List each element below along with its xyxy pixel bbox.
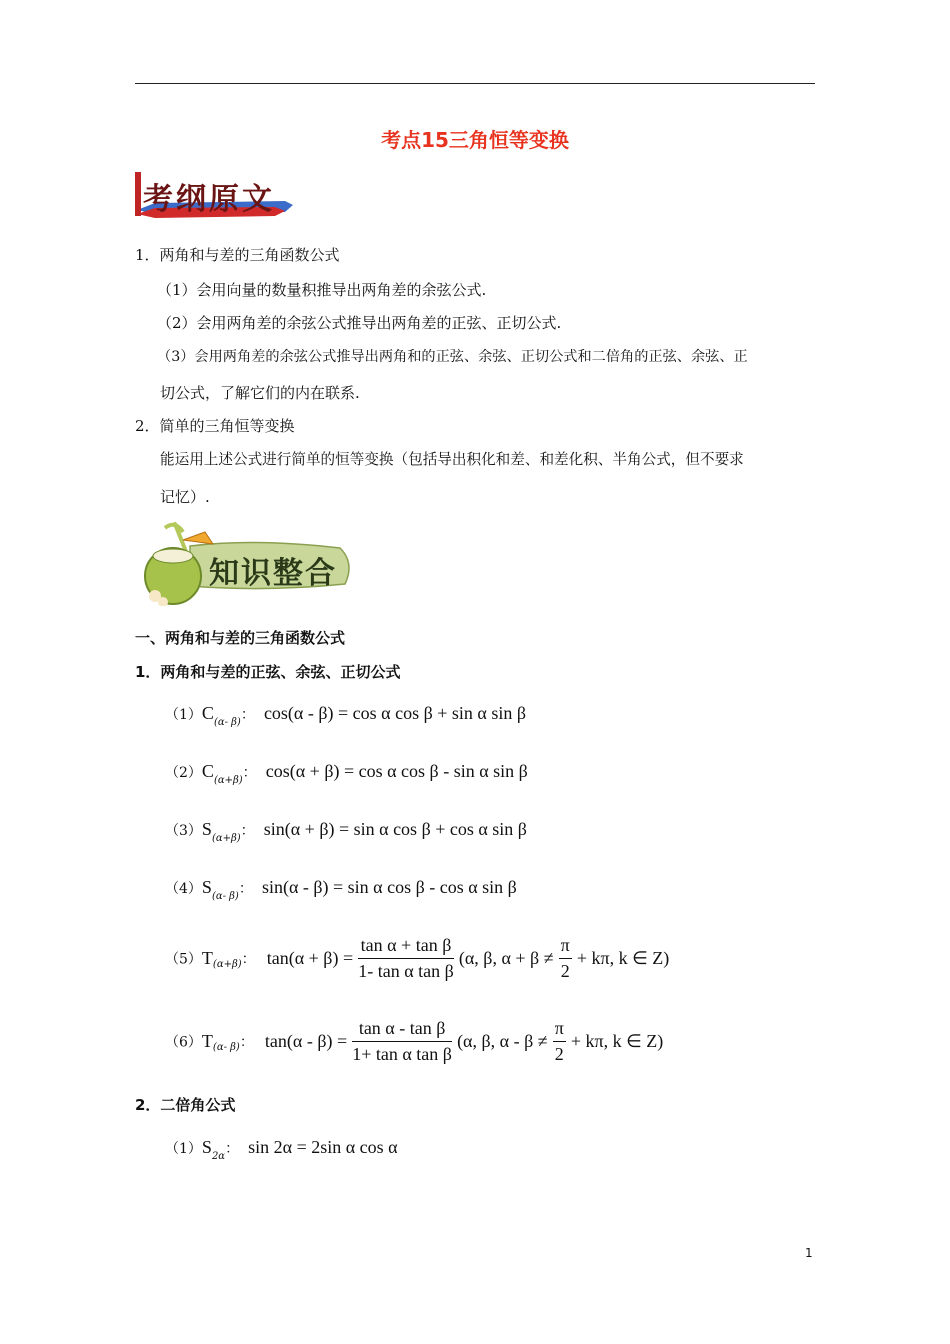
outline-sub-1: （1）会用向量的数量积推导出两角差的余弦公式. xyxy=(157,281,487,299)
formula-number: （3） xyxy=(165,823,202,839)
formula-colon: ： xyxy=(242,765,257,781)
knowledge-banner xyxy=(135,518,355,606)
formula-subscript: (α+β) xyxy=(211,833,241,844)
outline-item-2: 2．简单的三角恒等变换 xyxy=(135,417,295,435)
pi-numerator: π xyxy=(559,935,572,959)
formula-name: T xyxy=(201,1031,213,1051)
formula-6 xyxy=(165,1018,663,1065)
formula-subscript: (α- β) xyxy=(211,891,239,902)
formula-name: S xyxy=(201,819,212,839)
formula-lhs: tan(α + β) = xyxy=(266,948,354,968)
fraction xyxy=(358,935,454,982)
formula-colon: ： xyxy=(240,823,255,839)
page-title: 考点15三角恒等变换 xyxy=(381,128,569,152)
outline-banner-label: 考纲原文 xyxy=(143,182,275,217)
formula-5 xyxy=(165,935,669,982)
pi-numerator: π xyxy=(553,1018,566,1042)
formula-double-angle xyxy=(165,1137,398,1162)
fraction-denominator: 1+ tan α tan β xyxy=(352,1044,452,1064)
formula-colon: ： xyxy=(225,1141,240,1157)
outline-item-1: 1．两角和与差的三角函数公式 xyxy=(135,246,340,264)
formula-name: C xyxy=(201,761,214,781)
outline-sub-3b: 切公式，了解它们的内在联系. xyxy=(160,384,360,402)
formula-name: S xyxy=(201,877,212,897)
outline-item-2b: 记忆）. xyxy=(160,488,210,506)
formula-number: （1） xyxy=(165,1141,202,1157)
formula-name: T xyxy=(201,948,213,968)
fraction-denominator: 1- tan α tan β xyxy=(358,961,454,981)
formula-name: C xyxy=(201,703,214,723)
formula-subscript: (α+β) xyxy=(212,959,242,970)
header-rule xyxy=(135,83,815,84)
pi-fraction xyxy=(559,935,572,982)
formula-number: （4） xyxy=(165,881,202,897)
formula-number: （2） xyxy=(165,765,202,781)
sub-heading-1: 1．两角和与差的正弦、余弦、正切公式 xyxy=(135,663,401,681)
outline-banner xyxy=(135,170,295,224)
formula-1 xyxy=(165,703,526,728)
fraction-numerator: tan α + tan β xyxy=(358,935,454,959)
formula-expression: sin(α + β) = sin α cos β + cos α sin β xyxy=(263,819,527,839)
pi-denominator: 2 xyxy=(560,961,570,981)
page-number: 1 xyxy=(805,1246,813,1260)
formula-3 xyxy=(165,819,527,844)
outline-sub-2: （2）会用两角差的余弦公式推导出两角差的正弦、正切公式. xyxy=(157,314,562,332)
formula-4 xyxy=(165,877,517,902)
formula-2 xyxy=(165,761,528,786)
knowledge-banner-label: 知识整合 xyxy=(209,556,337,591)
fraction-numerator: tan α - tan β xyxy=(352,1018,452,1042)
sub-heading-2: 2．二倍角公式 xyxy=(135,1096,236,1114)
formula-name: S xyxy=(201,1137,212,1157)
formula-condition-left: (α, β, α + β ≠ xyxy=(458,948,554,968)
formula-expression: sin 2α = 2sin α cos α xyxy=(248,1137,398,1157)
formula-expression: cos(α + β) = cos α cos β - sin α sin β xyxy=(265,761,528,781)
formula-colon: ： xyxy=(240,707,255,723)
formula-colon: ： xyxy=(238,881,253,897)
formula-condition-left: (α, β, α - β ≠ xyxy=(457,1031,548,1051)
formula-subscript: (α+β) xyxy=(213,775,243,786)
formula-colon: ： xyxy=(241,951,256,968)
outline-sub-3a: （3）会用两角差的余弦公式推导出两角和的正弦、余弦、正切公式和二倍角的正弦、余弦、正 xyxy=(157,349,748,365)
section-heading-1: 一、两角和与差的三角函数公式 xyxy=(135,629,346,647)
formula-expression: cos(α - β) = cos α cos β + sin α sin β xyxy=(263,703,526,723)
outline-item-2a: 能运用上述公式进行简单的恒等变换（包括导出积化和差、和差化积、半角公式，但不要求 xyxy=(160,451,744,468)
formula-lhs: tan(α - β) = xyxy=(264,1031,348,1051)
formula-number: （6） xyxy=(165,1034,202,1051)
fraction xyxy=(352,1018,452,1065)
formula-subscript: 2α xyxy=(211,1151,226,1162)
formula-colon: ： xyxy=(239,1034,254,1051)
formula-subscript: (α- β) xyxy=(213,717,241,728)
formula-expression: sin(α - β) = sin α cos β - cos α sin β xyxy=(261,877,517,897)
formula-number: （5） xyxy=(165,951,202,968)
formula-number: （1） xyxy=(165,707,202,723)
formula-subscript: (α- β) xyxy=(212,1042,240,1053)
pi-fraction xyxy=(553,1018,566,1065)
pi-denominator: 2 xyxy=(554,1044,564,1064)
formula-condition-right: + kπ, k ∈ Z) xyxy=(570,1031,664,1051)
formula-condition-right: + kπ, k ∈ Z) xyxy=(576,948,670,968)
